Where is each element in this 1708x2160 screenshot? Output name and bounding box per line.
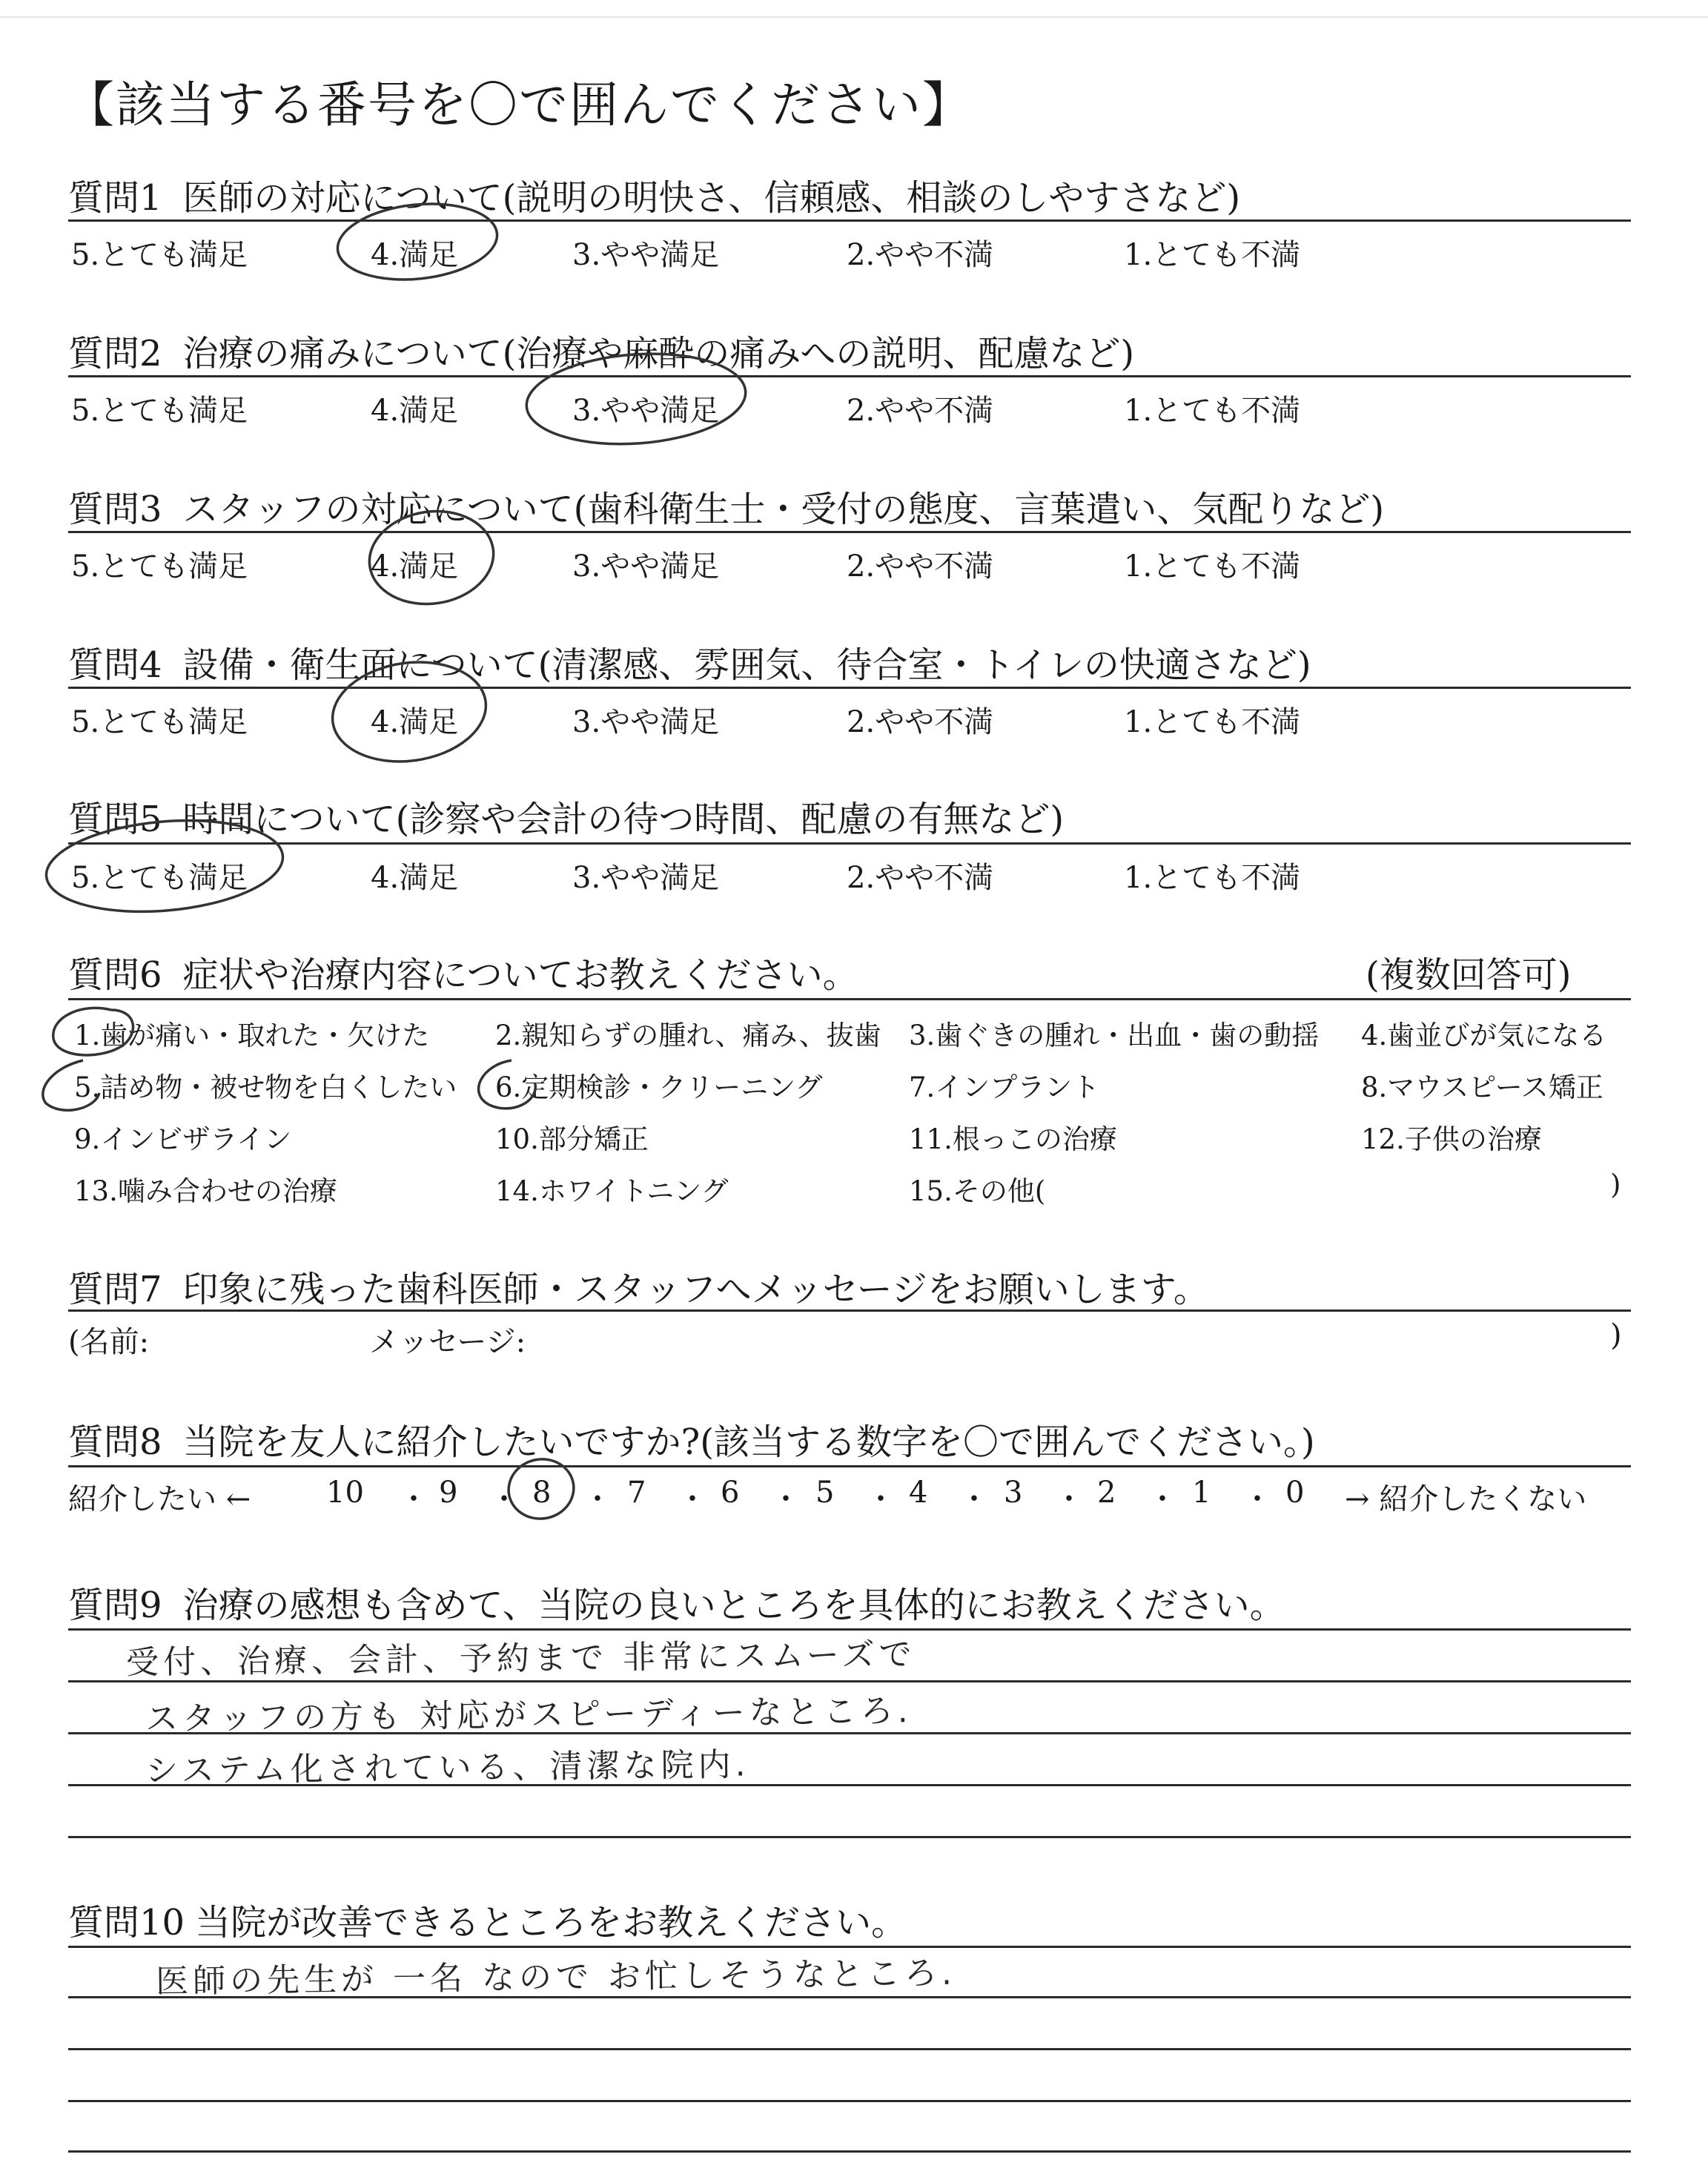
q8-scale-10[interactable]: 10 [326,1476,364,1510]
q6-option-1[interactable]: 1.歯が痛い・取れた・欠けた [74,1020,430,1051]
question-10-text: 当院が改善できるところをお教えください。 [195,1902,907,1943]
answer-line [68,2150,1631,2153]
question-3-text: スタッフの対応について(歯科衛生士・受付の態度、言葉遣い、気配りなど) [182,489,1385,530]
q2-option-5[interactable]: 5.とても満足 [71,394,248,428]
question-10-title [68,1894,907,1945]
question-4-text: 設備・衛生面について(清潔感、雰囲気、待合室・トイレの快適さなど) [182,644,1311,686]
q8-left-label: 紹介したい ← [68,1482,251,1516]
q5-option-2[interactable]: 2.やや不満 [847,861,994,895]
question-2-rule [68,375,1631,377]
q6-option-11[interactable]: 11.根っこの治療 [909,1123,1117,1155]
question-2-number: 質問2 [68,333,162,374]
q5-option-3[interactable]: 3.やや満足 [572,861,720,895]
q6-option-14[interactable]: 14.ホワイトニング [495,1175,729,1207]
page-top-edge [0,16,1708,18]
q6-option-15[interactable]: 15.その他( [909,1175,1046,1207]
question-5-text: 時間について(診察や会計の待つ時間、配慮の有無など) [182,799,1065,840]
q8-scale-4[interactable]: 4 [909,1476,928,1510]
q9-answer-line-2[interactable]: スタッフの方も 対応がスピーディーなところ. [145,1692,913,1738]
q6-option-13[interactable]: 13.噛み合わせの治療 [74,1175,337,1207]
q6-option-4[interactable]: 4.歯並びが気になる [1361,1020,1607,1051]
question-5-rule [68,842,1631,845]
q6-option-10[interactable]: 10.部分矯正 [495,1123,649,1155]
q8-separator: ・ [1054,1482,1084,1516]
question-3-rule [68,531,1631,533]
question-6-title [68,946,858,997]
q4-option-1[interactable]: 1.とても不満 [1124,705,1301,739]
question-8-rule [68,1465,1631,1467]
question-7-title [68,1261,1209,1312]
q8-scale-2[interactable]: 2 [1097,1476,1116,1510]
q8-separator: ・ [959,1482,989,1516]
question-8-title [68,1413,1315,1464]
question-4-title [68,636,1311,687]
q5-option-5[interactable]: 5.とても満足 [71,861,248,895]
q8-separator: ・ [399,1482,428,1516]
q6-option-6[interactable]: 6.定期検診・クリーニング [495,1071,823,1103]
q4-option-3[interactable]: 3.やや満足 [572,705,720,739]
question-6-number: 質問6 [68,954,162,996]
q8-scale-8[interactable]: 8 [532,1476,552,1510]
q4-option-2[interactable]: 2.やや不満 [847,705,994,739]
question-5-title [68,790,1064,842]
q1-option-1[interactable]: 1.とても不満 [1124,238,1301,272]
question-8-number: 質問8 [68,1421,162,1463]
q5-option-1[interactable]: 1.とても不満 [1124,861,1301,895]
q8-separator: ・ [866,1482,896,1516]
question-3-title [68,480,1384,532]
q1-option-4[interactable]: 4.満足 [371,238,459,272]
question-7-number: 質問7 [68,1269,162,1310]
q6-option-15-close: ) [1610,1169,1621,1200]
q8-separator: ・ [678,1482,707,1516]
question-10-number: 質問10 [68,1902,185,1943]
q7-name-label: (名前: [68,1325,150,1359]
q8-scale-3[interactable]: 3 [1004,1476,1023,1510]
q6-option-3[interactable]: 3.歯ぐきの腫れ・出血・歯の動揺 [909,1020,1320,1051]
q4-option-5[interactable]: 5.とても満足 [71,705,248,739]
question-3-number: 質問3 [68,489,162,530]
question-9-text: 治療の感想も含めて、当院の良いところを具体的にお教えください。 [182,1585,1285,1626]
question-9-title [68,1576,1285,1628]
q7-close-paren: ) [1610,1318,1622,1353]
q3-option-2[interactable]: 2.やや不満 [847,549,994,584]
question-6-text: 症状や治療内容についてお教えください。 [182,954,858,996]
q2-option-2[interactable]: 2.やや不満 [847,394,994,428]
q9-answer-line-3[interactable]: システム化されている、清潔な院内. [145,1745,750,1790]
q8-scale-0[interactable]: 0 [1285,1476,1305,1510]
question-7-rule [68,1309,1631,1312]
q6-option-12[interactable]: 12.子供の治療 [1361,1123,1542,1155]
q8-scale-9[interactable]: 9 [439,1476,458,1510]
question-6-note: (複数回答可) [1366,954,1572,996]
question-6-rule [68,998,1631,1000]
q3-option-3[interactable]: 3.やや満足 [572,549,720,584]
q8-scale-5[interactable]: 5 [815,1476,835,1510]
question-1-title [68,169,1240,220]
question-1-rule [68,219,1631,222]
q7-message-label: メッセージ: [369,1325,526,1359]
q3-option-5[interactable]: 5.とても満足 [71,549,248,584]
q8-separator: ・ [583,1482,612,1516]
question-8-text: 当院を友人に紹介したいですか?(該当する数字を〇で囲んでください。) [182,1421,1315,1463]
question-7-text: 印象に残った歯科医師・スタッフへメッセージをお願いします。 [182,1269,1209,1310]
q8-separator: ・ [771,1482,801,1516]
q8-right-label: → 紹介したくない [1345,1482,1587,1516]
q1-option-3[interactable]: 3.やや満足 [572,238,720,272]
q2-option-4[interactable]: 4.満足 [371,394,459,428]
question-2-text: 治療の痛みについて(治療や麻酔の痛みへの説明、配慮など) [182,333,1135,374]
q6-option-9[interactable]: 9.インビザライン [74,1123,292,1155]
q8-scale-6[interactable]: 6 [721,1476,740,1510]
q8-separator: ・ [489,1482,519,1516]
q6-option-7[interactable]: 7.インプラント [909,1071,1100,1103]
answer-line [68,2100,1631,2102]
question-4-rule [68,687,1631,689]
question-1-text: 医師の対応について(説明の明快さ、信頼感、相談のしやすさなど) [182,177,1241,219]
q3-option-4[interactable]: 4.満足 [371,549,459,584]
page-title: 【該当する番号を〇で囲んでください】 [65,76,973,133]
q1-option-5[interactable]: 5.とても満足 [71,238,248,272]
answer-line [68,2048,1631,2050]
q9-answer-line-1[interactable]: 受付、治療、会計、予約まで 非常にスムーズで [125,1635,916,1682]
q2-option-1[interactable]: 1.とても不満 [1124,394,1301,428]
q10-answer-line-1[interactable]: 医師の先生が 一名 なので お忙しそうなところ. [155,1954,957,2001]
q3-option-1[interactable]: 1.とても不満 [1124,549,1301,584]
q1-option-2[interactable]: 2.やや不満 [847,238,994,272]
q6-option-5[interactable]: 5.詰め物・被せ物を白くしたい [74,1071,457,1103]
q8-scale-7[interactable]: 7 [627,1476,646,1510]
q8-separator: ・ [1242,1482,1272,1516]
q6-option-2[interactable]: 2.親知らずの腫れ、痛み、抜歯 [495,1020,881,1051]
question-2-title [68,325,1134,376]
q2-option-3[interactable]: 3.やや満足 [572,394,720,428]
answer-line [68,1836,1631,1838]
question-1-number: 質問1 [68,177,162,219]
q5-option-4[interactable]: 4.満足 [371,861,459,895]
question-5-number: 質問5 [68,799,162,840]
q6-option-8[interactable]: 8.マウスピース矯正 [1361,1071,1603,1103]
q8-separator: ・ [1148,1482,1177,1516]
q4-option-4[interactable]: 4.満足 [371,705,459,739]
q8-scale-1[interactable]: 1 [1192,1476,1211,1510]
question-9-number: 質問9 [68,1585,162,1626]
question-4-number: 質問4 [68,644,162,686]
